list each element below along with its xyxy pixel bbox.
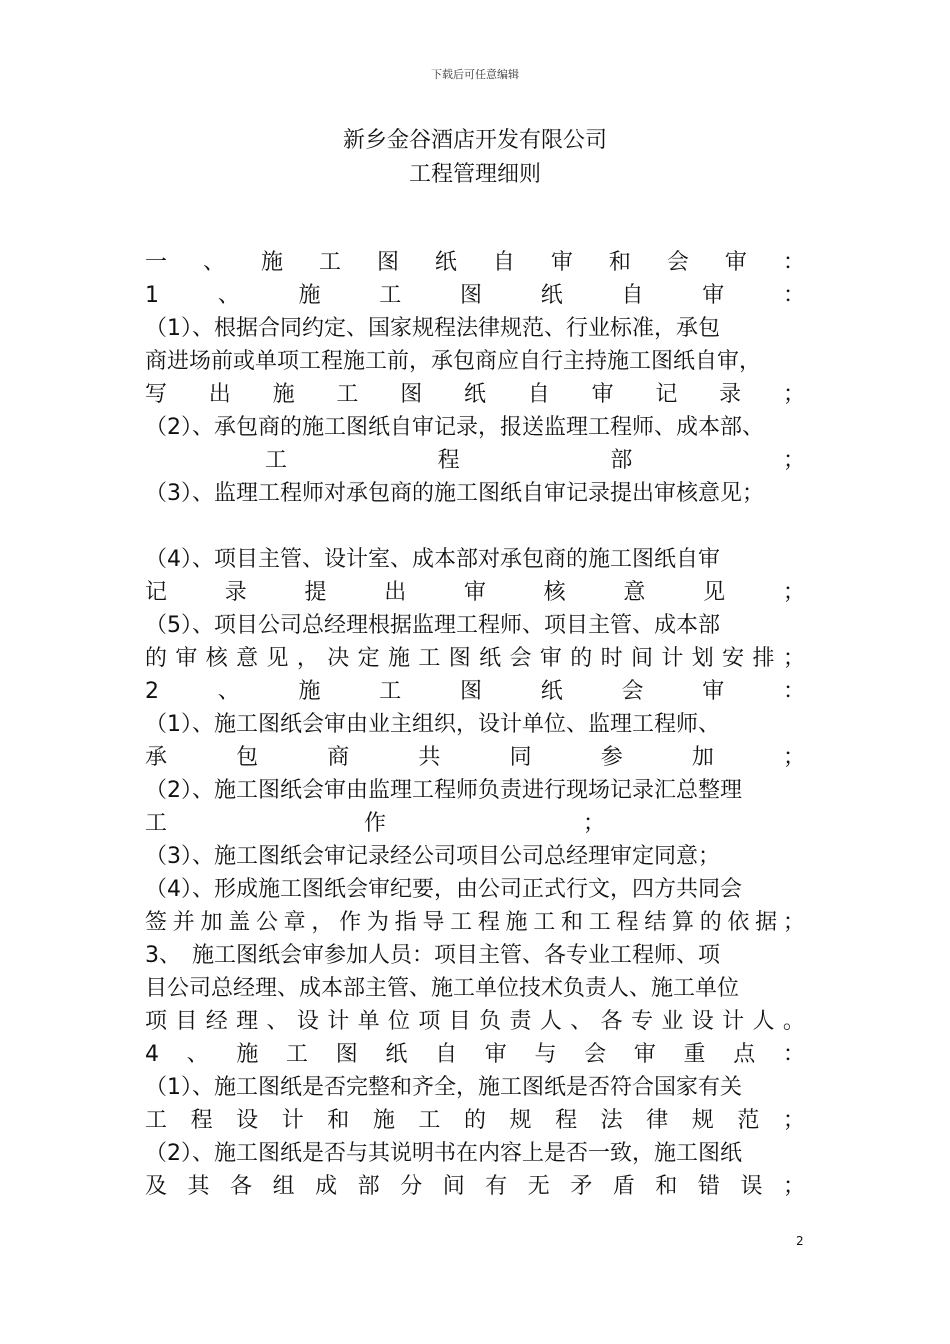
company-title: 新乡金谷酒店开发有限公司	[342, 128, 607, 153]
header-note: 下载后可任意编辑	[431, 68, 519, 81]
text-line: （3）、施工图纸会审记录经公司项目公司总经理审定同意；	[145, 844, 720, 869]
text-line: 4 、 施 工 图 纸 自 审 与 会 审 重 点 ：	[145, 1042, 805, 1067]
text-line: 2 、 施 工 图 纸 会 审 ：	[145, 679, 805, 704]
text-line: 一 、 施 工 图 纸 自 审 和 会 审 ：	[145, 250, 805, 275]
text-line: 的 审 核 意 见 ， 决 定 施 工 图 纸 会 审 的 时 间 计 划 安 排 ；	[145, 646, 805, 671]
document-body	[145, 246, 805, 1203]
text-line: 及 其 各 组 成 部 分 间 有 无 矛 盾 和 错 误 ；	[145, 1174, 805, 1199]
document-title: 工程管理细则	[408, 162, 541, 187]
text-line: 签 并 加 盖 公 章 ， 作 为 指 导 工 程 施 工 和 工 程 结 算 的 依 据 ；	[145, 910, 805, 935]
text-line: （3）、监理工程师对承包商的施工图纸自审记录提出审核意见；	[145, 481, 764, 506]
text-line: 工 作 ；	[145, 811, 605, 836]
text-line: （1）、施工图纸是否完整和齐全，施工图纸是否符合国家有关	[145, 1075, 742, 1100]
text-line: （2）、施工图纸会审由监理工程师负责进行现场记录汇总整理	[145, 778, 742, 803]
text-line: 工 程 部 ；	[265, 448, 805, 473]
text-line: 记 录 提 出 审 核 意 见 ；	[145, 580, 805, 605]
text-line: （5）、项目公司总经理根据监理工程师、项目主管、成本部	[145, 613, 720, 638]
page-number: 2	[796, 1234, 804, 1248]
text-line: 3、 施工图纸会审参加人员：项目主管、各专业工程师、项	[145, 943, 720, 968]
text-line: （4）、形成施工图纸会审纪要，由公司正式行文，四方共同会	[145, 877, 742, 902]
text-line: 目公司总经理、成本部主管、施工单位技术负责人、施工单位	[145, 976, 740, 1001]
text-line: （1）、根据合同约定、国家规程法律规范、行业标准，承包	[145, 316, 720, 341]
text-line: （2）、承包商的施工图纸自审记录，报送监理工程师、成本部、	[145, 415, 764, 440]
text-line: 工 程 设 计 和 施 工 的 规 程 法 律 规 范 ；	[145, 1108, 805, 1133]
text-line: （2）、施工图纸是否与其说明书在内容上是否一致，施工图纸	[145, 1141, 742, 1166]
text-line: 1 、 施 工 图 纸 自 审 ：	[145, 283, 805, 308]
text-line: 商进场前或单项工程施工前，承包商应自行主持施工图纸自审，	[145, 349, 762, 374]
blank-line	[145, 510, 805, 543]
text-line: 项 目 经 理 、 设 计 单 位 项 目 负 责 人 、 各 专 业 设 计 人 。	[145, 1009, 805, 1034]
text-line: （4）、项目主管、设计室、成本部对承包商的施工图纸自审	[145, 547, 720, 572]
text-line: 写 出 施 工 图 纸 自 审 记 录 ；	[145, 382, 805, 407]
text-line: 承 包 商 共 同 参 加 ；	[145, 745, 805, 770]
text-line: （1）、施工图纸会审由业主组织，设计单位、监理工程师、	[145, 712, 720, 737]
